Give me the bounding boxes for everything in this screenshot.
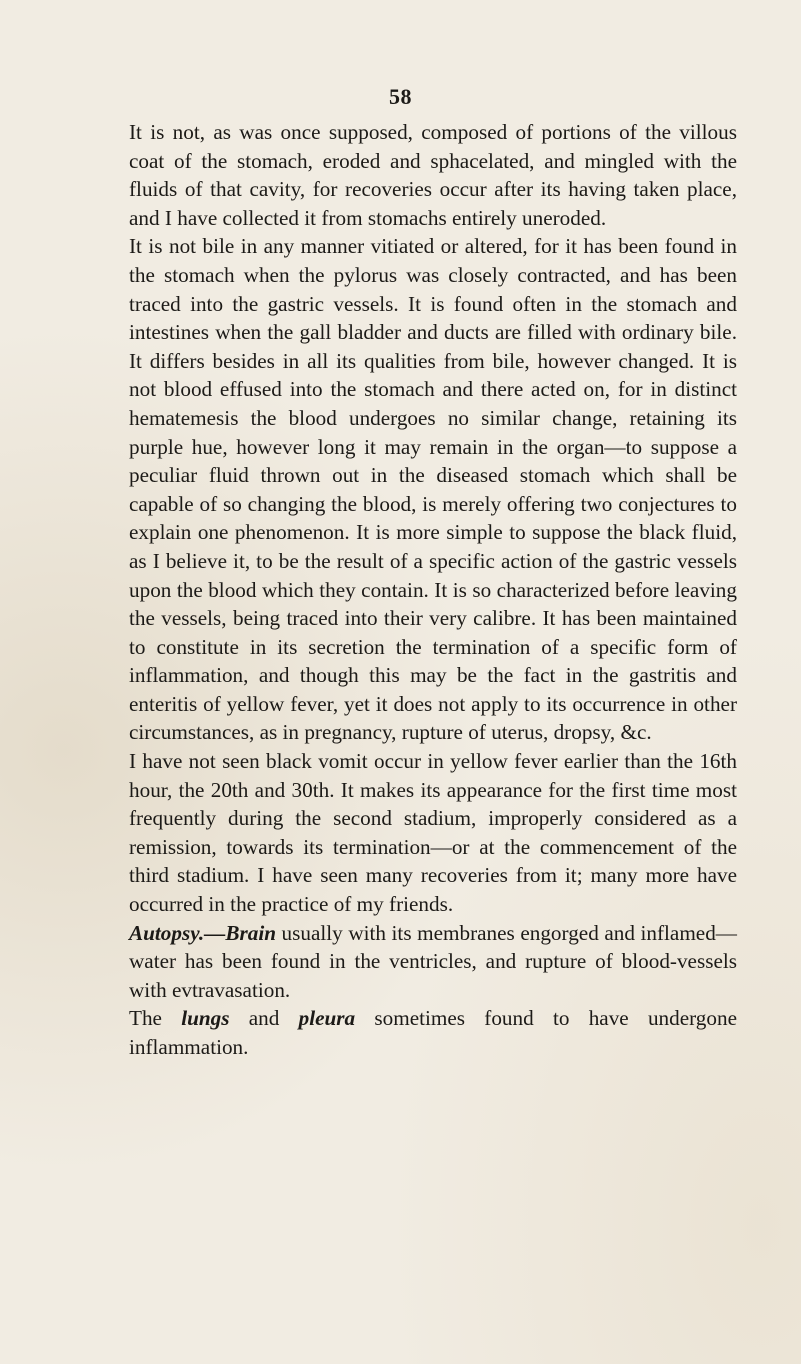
- lungs-term: lungs: [181, 1006, 230, 1031]
- autopsy-heading: Autopsy.—: [129, 920, 226, 945]
- paragraph-4: [129, 919, 737, 1005]
- paragraph-5-mid: and: [229, 1006, 299, 1031]
- paragraph-2: It is not bile in any manner vitiated or altered, for it has been found in the stomach when the pylorus was closely contracted, and has been traced into the gastric vessels. It is found often in the stomach and intestines when the gall bladder and ducts are filled with ordinary bile. It differs besides in all its qualities from bile, however changed. It is not blood effused into the stomach and there acted on, for in distinct hematemesis the blood undergoes no similar change, retaining its purple hue, however long it may remain in the organ—to suppose a peculiar fluid thrown out in the diseased stomach which shall be capable of so changing the blood, is merely offering two conjectures to explain one phenomenon. It is more simple to suppose the black fluid, as I believe it, to be the result of a specific action of the gastric vessels upon the blood which they contain. It is so characterized before leaving the vessels, being traced into their very calibre. It has been maintained to constitute in its secretion the termination of a specific form of inflammation, and though this may be the fact in the gastritis and enteritis of yellow fever, yet it does not apply to its occurrence in other circumstances, as in pregnancy, rupture of uterus, dropsy, &c.: [129, 234, 737, 745]
- paragraph-5: [129, 1004, 737, 1061]
- paragraph-5-text: sometimes found to have undergone inflammation.: [129, 1006, 737, 1059]
- paragraph-1: It is not, as was once supposed, composed of portions of the villous coat of the stomach, eroded and sphacelated, and mingled with the fluids of that cavity, for recoveries occur after its having taken place, and I have collected it from stomachs entirely uneroded.: [129, 120, 737, 230]
- paragraph-4-text: usually with its membranes engorged and inflamed—water has been found in the ventricles, and rupture of blood-vessels with evtravasation.: [129, 920, 737, 1002]
- pleura-term: pleura: [298, 1006, 356, 1031]
- page-number: 58: [389, 84, 412, 109]
- paragraph-3: I have not seen black vomit occur in yellow fever earlier than the 16th hour, the 20th and 30th. It makes its appearance for the first time most frequently during the second stadium, improperly considered as a remission, towards its termination—or at the commencement of the third stadium. I have seen many recoveries from it; many more have occurred in the practice of my friends.: [129, 749, 737, 917]
- paragraph-5-pre: The: [129, 1006, 182, 1031]
- body-text: [129, 118, 737, 1062]
- brain-term: Brain: [225, 920, 276, 945]
